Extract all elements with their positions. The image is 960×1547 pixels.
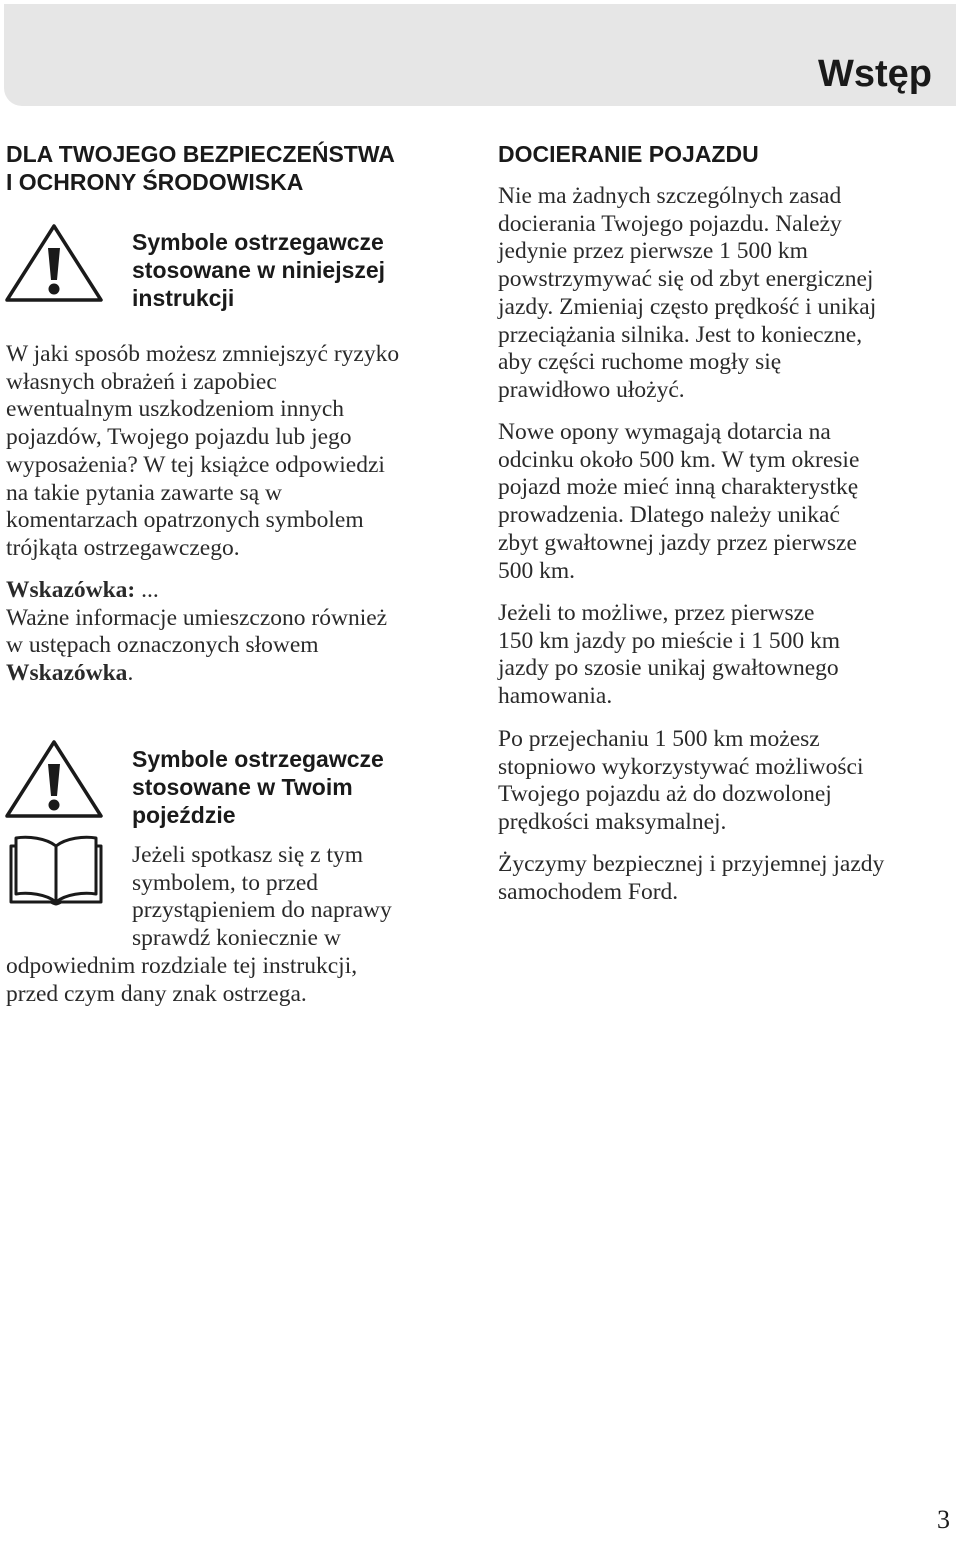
text-line: jedynie przez pierwsze 1 500 km — [498, 238, 808, 265]
section-heading-break-in: DOCIERANIE POJAZDU — [498, 141, 759, 167]
text-line: odpowiednim rozdziale tej instrukcji, — [6, 953, 358, 979]
header-band — [4, 4, 956, 106]
text-line: Ważne informacje umieszczono również — [6, 604, 388, 631]
paragraph-vehicle-symbol-indented — [132, 842, 472, 953]
subheading-line: instrukcji — [132, 285, 235, 311]
paragraph-break-in-1 — [498, 183, 954, 405]
text-line: sprawdź koniecznie w — [132, 925, 341, 952]
heading-line: I OCHRONY ŚRODOWISKA — [6, 169, 304, 195]
text-line: Jeżeli spotkasz się z tym — [132, 842, 364, 868]
text-line: stopniowo wykorzystywać możliwości — [498, 753, 864, 780]
text-line: prowadzenia. Dlatego należy unikać — [498, 502, 840, 529]
text-line: jazdy. Zmieniaj często prędkość i unikaj — [498, 293, 877, 320]
text-line: powstrzymywać się od zbyt energicznej — [498, 266, 874, 293]
text-line: W jaki sposób możesz zmniejszyć ryzyko — [6, 341, 400, 367]
note-ellipsis: ... — [135, 577, 159, 603]
paragraph-closing-wish — [498, 851, 954, 906]
note-end-period: . — [127, 660, 134, 687]
text-line: trójkąta ostrzegawczego. — [6, 534, 240, 561]
text-line: w ustępach oznaczonych słowem — [6, 632, 319, 659]
text-line: hamowania. — [498, 683, 613, 710]
paragraph-intro — [6, 341, 476, 563]
text-line: docierania Twojego pojazdu. Należy — [498, 210, 842, 237]
text-line: 500 km. — [498, 557, 576, 584]
text-line: aby części ruchome mogły się — [498, 349, 782, 376]
open-book-icon — [8, 834, 104, 906]
text-line: prawidłowo ułożyć. — [498, 376, 685, 403]
note-end-line — [6, 660, 476, 688]
text-line: Nowe opony wymagają dotarcia na — [498, 419, 831, 445]
warning-triangle-icon — [4, 222, 104, 304]
text-line: komentarzach opatrzonych symbolem — [6, 507, 364, 534]
paragraph-break-in-braking — [498, 600, 954, 711]
section-title: Wstęp — [818, 53, 932, 95]
text-line: przystąpieniem do naprawy — [132, 897, 392, 924]
subheading-line: Symbole ostrzegawcze — [132, 229, 384, 255]
note-paragraph — [6, 577, 476, 688]
text-line: Twojego pojazdu aż do dozwolonej — [498, 781, 832, 808]
text-line: ewentualnym uszkodzeniom innych — [6, 396, 345, 423]
subheading-vehicle-symbols — [132, 745, 384, 829]
heading-line: DLA TWOJEGO BEZPIECZEŃSTWA — [6, 141, 395, 167]
note-label: Wskazówka: — [6, 577, 136, 603]
text-line: pojazdów, Twojego pojazdu lub jego — [6, 424, 352, 451]
paragraph-break-in-tyres — [498, 419, 954, 585]
text-line: Nie ma żadnych szczególnych zasad — [498, 183, 842, 209]
text-line: na takie pytania zawarte są w — [6, 479, 282, 506]
section-heading-safety — [6, 140, 395, 196]
text-line: odcinku około 500 km. W tym okresie — [498, 446, 860, 473]
subheading-line: pojeździe — [132, 802, 236, 828]
text-line: samochodem Ford. — [498, 878, 679, 905]
subheading-line: stosowane w niniejszej — [132, 257, 386, 283]
text-line: Po przejechaniu 1 500 km możesz — [498, 726, 820, 752]
text-line: własnych obrażeń i zapobiec — [6, 368, 277, 395]
text-line: prędkości maksymalnej. — [498, 809, 727, 836]
page-number: 3 — [937, 1505, 950, 1534]
text-line: Życzymy bezpiecznej i przyjemnej jazdy — [498, 851, 885, 877]
note-label-line — [6, 577, 476, 605]
text-line: wyposażenia? W tej książce odpowiedzi — [6, 451, 385, 478]
text-line: przed czym dany znak ostrzega. — [6, 980, 307, 1007]
subheading-manual-symbols — [132, 228, 385, 312]
text-line: przeciążania silnika. Jest to konieczne, — [498, 321, 863, 348]
text-line: jazdy po szosie unikaj gwałtownego — [498, 655, 839, 682]
text-line: Jeżeli to możliwe, przez pierwsze — [498, 600, 815, 626]
subheading-line: Symbole ostrzegawcze — [132, 746, 384, 772]
paragraph-vehicle-symbol-full — [6, 953, 476, 1008]
note-end-word: Wskazówka — [6, 660, 128, 687]
text-line: zbyt gwałtownej jazdy przez pierwsze — [498, 529, 857, 556]
warning-triangle-icon — [4, 738, 104, 820]
paragraph-break-in-after — [498, 726, 954, 837]
text-line: pojazd może mieć inną charakterystkę — [498, 474, 859, 501]
text-line: 150 km jazdy po mieście i 1 500 km — [498, 627, 841, 654]
subheading-line: stosowane w Twoim — [132, 774, 353, 800]
text-line: symbolem, to przed — [132, 869, 319, 896]
